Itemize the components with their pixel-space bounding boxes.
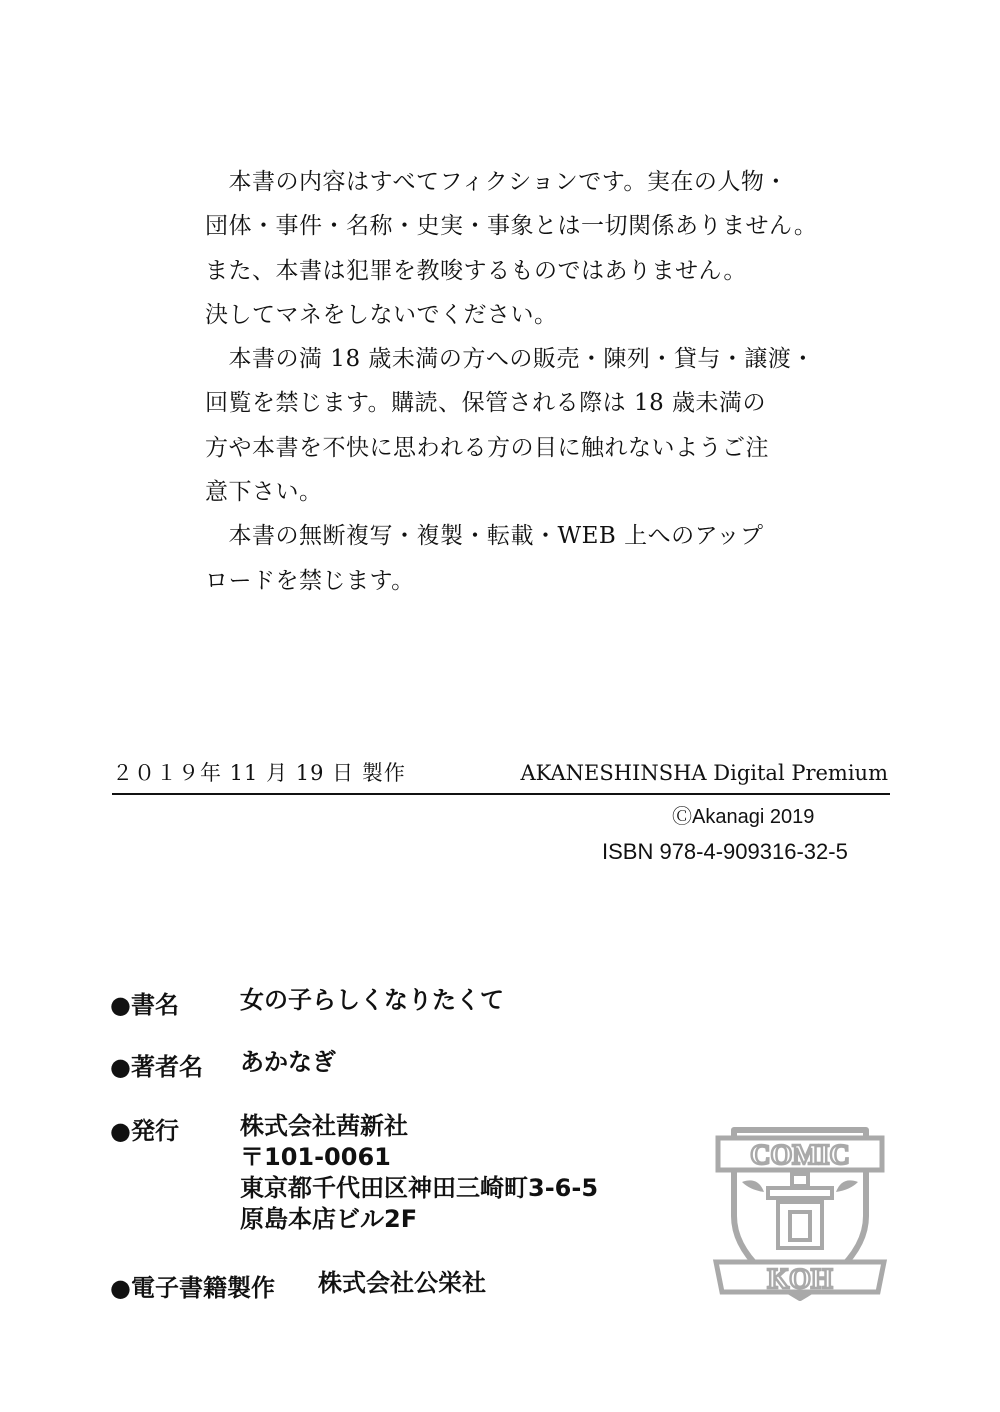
comic-koh-crest-logo <box>712 1120 888 1310</box>
notice-line: 団体・事件・名称・史実・事象とは一切関係ありません。 <box>205 213 818 240</box>
production-label: AKANESHINSHA Digital Premium <box>520 761 888 785</box>
notice-line: 本書の内容はすべてフィクションです。実在の人物・ <box>205 169 788 195</box>
notice-line: 回覧を禁じます。購読、保管される際は 18 歳未満の <box>205 390 767 417</box>
publisher-name: 株式会社茜新社 <box>240 1112 408 1140</box>
publisher-value <box>240 1111 598 1235</box>
ebook-value: 株式会社公栄社 <box>318 1269 486 1297</box>
notice-line: ロードを禁じます。 <box>205 567 415 594</box>
title-label: ●書名 <box>110 991 179 1019</box>
copyright-text: ⒸAkanagi 2019 <box>672 806 815 828</box>
publisher-label: ●発行 <box>110 1117 179 1145</box>
isbn-text: ISBN 978-4-909316-32-5 <box>602 839 848 864</box>
publisher-postal-code: 〒101-0061 <box>240 1143 391 1171</box>
notice-line: 意下さい。 <box>205 479 323 506</box>
notice-line: 決してマネをしないでください。 <box>205 301 558 328</box>
notice-line: 方や本書を不快に思われる方の目に触れないようご注 <box>205 434 769 461</box>
publisher-building: 原島本店ビル2F <box>240 1205 418 1233</box>
notice-text <box>205 160 818 603</box>
author-label: ●著者名 <box>110 1053 203 1081</box>
notice-line: 本書の満 18 歳未満の方への販売・陳列・貸与・譲渡・ <box>205 346 815 373</box>
title-value: 女の子らしくなりたくて <box>240 986 504 1014</box>
notice-line: また、本書は犯罪を教唆するものではありません。 <box>205 257 747 284</box>
publisher-address: 東京都千代田区神田三崎町3-6-5 <box>240 1174 599 1202</box>
divider-rule <box>112 793 890 795</box>
production-date: ２０１９年 11 月 19 日 製作 <box>112 761 406 785</box>
ebook-label: ●電子書籍製作 <box>110 1274 275 1302</box>
notice-line: 本書の無断複写・複製・転載・WEB 上へのアップ <box>205 523 764 550</box>
author-value: あかなぎ <box>240 1048 336 1076</box>
svg-text:COMIC: COMIC <box>750 1140 850 1171</box>
svg-text:KOH: KOH <box>767 1264 833 1295</box>
